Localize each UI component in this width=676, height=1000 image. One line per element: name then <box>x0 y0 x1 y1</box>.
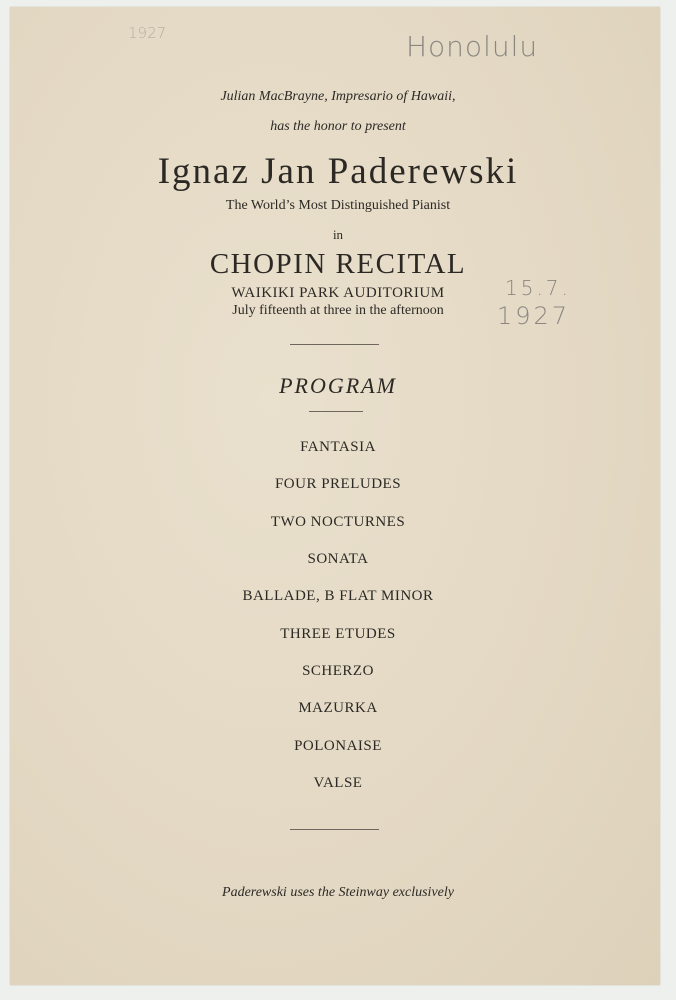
handwritten-date-line2: 1927 <box>497 302 571 330</box>
artist-tagline: The World’s Most Distinguished Pianist <box>225 198 451 213</box>
venue: WAIKIKI PARK AUDITORIUM <box>231 285 445 301</box>
program-item-four-preludes: FOUR PRELUDES <box>274 476 402 492</box>
steinway-note: Paderewski uses the Steinway exclusively <box>222 885 454 900</box>
program-item-fantasia: FANTASIA <box>300 439 376 455</box>
divider-top <box>290 344 379 345</box>
artist-name: Ignaz Jan Paderewski <box>157 151 519 192</box>
divider-bottom <box>290 829 379 830</box>
program-item-scherzo: SCHERZO <box>302 663 374 679</box>
program-item-polonaise: POLONAISE <box>294 738 382 754</box>
program-title-underline <box>309 411 363 412</box>
handwritten-city: Honolulu <box>406 30 539 63</box>
in-word: in <box>332 227 344 242</box>
program-item-valse: VALSE <box>313 775 363 791</box>
program-item-ballade: BALLADE, B FLAT MINOR <box>242 588 434 604</box>
handwritten-date-line1: 15.7. <box>505 276 571 300</box>
program-item-sonata: SONATA <box>307 551 369 567</box>
event-title: CHOPIN RECITAL <box>209 248 467 280</box>
program-item-three-etudes: THREE ETUDES <box>280 626 396 642</box>
honor-line: has the honor to present <box>270 119 406 134</box>
program-title: PROGRAM <box>279 373 397 398</box>
event-datetime: July fifteenth at three in the afternoon <box>232 303 444 318</box>
presenter-line: Julian MacBrayne, Impresario of Hawaii, <box>220 89 456 104</box>
handwritten-year-corner: 1927 <box>128 24 167 42</box>
program-item-two-nocturnes: TWO NOCTURNES <box>270 514 406 530</box>
program-item-mazurka: MAZURKA <box>298 700 378 716</box>
